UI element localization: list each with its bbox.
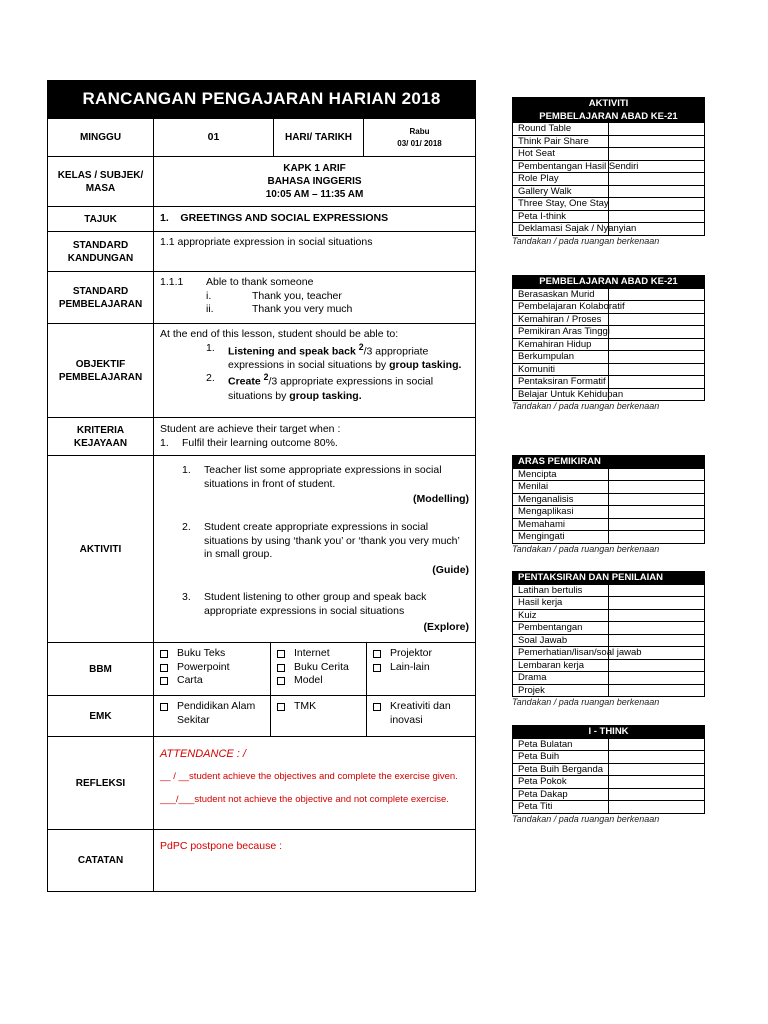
pentaksiran-panel bbox=[512, 571, 705, 708]
page-title: RANCANGAN PENGAJARAN HARIAN 2018 bbox=[48, 81, 476, 119]
op-item-frac: 2 bbox=[358, 341, 364, 352]
aktiviti-tag: (Guide) bbox=[432, 563, 470, 576]
lesson-plan-table bbox=[47, 80, 476, 892]
op-item-text: /3 appropriate expressions in social situations by bbox=[228, 375, 434, 402]
aktiviti-item bbox=[182, 464, 469, 491]
sp-item-text: Thank you, teacher bbox=[252, 289, 342, 302]
op-item bbox=[206, 342, 469, 373]
tick-box[interactable] bbox=[609, 123, 705, 136]
kk-item-num: 1. bbox=[160, 436, 169, 449]
checklist-item: Mengingati bbox=[513, 531, 609, 544]
op-item-bold2: group tasking. bbox=[389, 358, 462, 371]
sp-item-num: i. bbox=[206, 289, 212, 302]
tick-box[interactable] bbox=[609, 622, 705, 635]
tick-box[interactable] bbox=[609, 738, 705, 751]
tick-box[interactable] bbox=[609, 326, 705, 339]
checklist-item: Pemikiran Aras Tinggi bbox=[513, 326, 609, 339]
aktiviti-row bbox=[48, 456, 476, 643]
aktiviti-abad-panel bbox=[512, 97, 705, 247]
sp-label: STANDARD PEMBELAJARAN bbox=[48, 272, 154, 324]
sp-value bbox=[154, 272, 476, 324]
ithink-panel bbox=[512, 725, 705, 825]
aktiviti-tag: (Explore) bbox=[423, 620, 470, 633]
checklist-item: Projek bbox=[513, 684, 609, 697]
catatan-row bbox=[48, 830, 476, 892]
emk-col bbox=[366, 696, 475, 736]
checklist-item: Peta I-think bbox=[513, 210, 609, 223]
tick-box[interactable] bbox=[609, 801, 705, 814]
kk-intro: Student are achieve their target when : bbox=[160, 422, 341, 435]
emk-row bbox=[48, 696, 476, 737]
checklist-item: Latihan bertulis bbox=[513, 584, 609, 597]
bbm-col bbox=[154, 643, 270, 695]
panel-header: AKTIVITI bbox=[513, 98, 705, 111]
op-item-bold2: group tasking. bbox=[289, 389, 362, 402]
op-item-num: 2. bbox=[206, 372, 215, 385]
tick-box[interactable] bbox=[609, 148, 705, 161]
op-intro: At the end of this lesson, student should be able to: bbox=[160, 328, 399, 340]
op-label: OBJEKTIF PEMBELAJARAN bbox=[48, 324, 154, 418]
checklist-item: Hasil kerja bbox=[513, 597, 609, 610]
panel-header: PEMBELAJARAN ABAD KE-21 bbox=[513, 276, 705, 289]
refleksi-value bbox=[154, 737, 476, 830]
checklist-item: Belajar Untuk Kehidupan bbox=[513, 388, 609, 401]
panel-header: ARAS PEMIKIRAN bbox=[513, 456, 705, 469]
op-item-num: 1. bbox=[206, 341, 215, 354]
tajuk-label: TAJUK bbox=[48, 207, 154, 232]
kelas-row bbox=[48, 157, 476, 207]
tick-box[interactable] bbox=[609, 173, 705, 186]
minggu-label: MINGGU bbox=[48, 119, 154, 157]
tick-box[interactable] bbox=[609, 672, 705, 685]
kelas-line: 10:05 AM – 11:35 AM bbox=[265, 189, 364, 200]
refleksi-line: ___/___student not achieve the objective and not complete exercise. bbox=[160, 793, 449, 805]
tajuk-row bbox=[48, 207, 476, 232]
kelas-value bbox=[154, 157, 476, 207]
aktiviti-item bbox=[182, 591, 469, 618]
refleksi-label: REFLEKSI bbox=[48, 737, 154, 830]
emk-label: EMK bbox=[48, 696, 154, 737]
tick-box[interactable] bbox=[609, 506, 705, 519]
checklist-item: Pembentangan Hasil Sendiri bbox=[513, 160, 609, 173]
checkbox[interactable] bbox=[277, 650, 285, 658]
panel-note: Tandakan / pada ruangan berkenaan bbox=[512, 697, 660, 707]
hari-value: Rabu bbox=[409, 126, 430, 136]
tick-box[interactable] bbox=[609, 351, 705, 364]
checklist-item: Peta Dakap bbox=[513, 788, 609, 801]
tick-box[interactable] bbox=[609, 751, 705, 764]
tick-box[interactable] bbox=[609, 481, 705, 494]
checkbox[interactable] bbox=[277, 703, 285, 711]
pembelajaran-abad-panel bbox=[512, 275, 705, 412]
catatan-label: CATATAN bbox=[48, 830, 154, 892]
op-item-text: /3 appropriate expressions in social situations by bbox=[228, 345, 429, 371]
tick-box[interactable] bbox=[609, 185, 705, 198]
checklist-item: Mencipta bbox=[513, 468, 609, 481]
bbm-row bbox=[48, 643, 476, 696]
panel-note: Tandakan / pada ruangan berkenaan bbox=[512, 543, 660, 554]
checklist-item: Berasaskan Murid bbox=[513, 288, 609, 301]
checklist-item: Peta Bulatan bbox=[513, 738, 609, 751]
emk-col bbox=[154, 696, 270, 736]
checklist-item: Hot Seat bbox=[513, 148, 609, 161]
sk-row bbox=[48, 232, 476, 272]
op-item-frac: 2 bbox=[263, 372, 269, 383]
bbm-label: BBM bbox=[48, 643, 154, 696]
checklist-item: Kemahiran Hidup bbox=[513, 338, 609, 351]
bbm-col bbox=[270, 643, 366, 695]
minggu-row bbox=[48, 119, 476, 157]
checklist-item: Kemahiran / Proses bbox=[513, 313, 609, 326]
tick-box[interactable] bbox=[609, 518, 705, 531]
tick-box[interactable] bbox=[609, 135, 705, 148]
checkbox[interactable] bbox=[373, 650, 381, 658]
checkbox[interactable] bbox=[160, 650, 168, 658]
checklist-item: Think Pair Share bbox=[513, 135, 609, 148]
checkbox[interactable] bbox=[160, 664, 168, 672]
checklist-item: Memahami bbox=[513, 518, 609, 531]
checklist-item: Pemerhatian/lisan/soal jawab bbox=[513, 647, 609, 660]
kk-item: Fulfil their learning outcome 80%. bbox=[182, 436, 338, 449]
panel-note: Tandakan / pada ruangan berkenaan bbox=[512, 401, 660, 411]
checklist-item: Pentaksiran Formatif bbox=[513, 376, 609, 389]
emk-option: Pendidikan Alam Sekitar bbox=[177, 700, 256, 726]
checklist-item: Lembaran kerja bbox=[513, 659, 609, 672]
panel-note: Tandakan / pada ruangan berkenaan bbox=[512, 235, 660, 246]
aktiviti-label: AKTIVITI bbox=[48, 456, 154, 643]
checklist-item: Menilai bbox=[513, 481, 609, 494]
checkbox[interactable] bbox=[277, 664, 285, 672]
tick-box[interactable] bbox=[609, 609, 705, 622]
tick-box[interactable] bbox=[609, 468, 705, 481]
checklist-item: Three Stay, One Stay bbox=[513, 198, 609, 211]
tick-box[interactable] bbox=[609, 684, 705, 697]
bbm-option: Lain-lain bbox=[390, 660, 430, 673]
checkbox[interactable] bbox=[277, 677, 285, 685]
checklist-item: Mengaplikasi bbox=[513, 506, 609, 519]
checkbox[interactable] bbox=[160, 703, 168, 711]
bbm-option: Buku Teks bbox=[177, 647, 226, 659]
emk-col bbox=[270, 696, 366, 736]
aras-pemikiran-panel bbox=[512, 455, 705, 555]
checklist-item: Berkumpulan bbox=[513, 351, 609, 364]
aktiviti-num: 1. bbox=[182, 464, 191, 476]
refleksi-line: __ / __student achieve the objectives and complete the exercise given. bbox=[160, 771, 458, 783]
aktiviti-num: 2. bbox=[182, 520, 191, 533]
aktiviti-value bbox=[154, 456, 476, 643]
aktiviti-item bbox=[182, 521, 469, 562]
panel-header: PENTAKSIRAN DAN PENILAIAN bbox=[513, 572, 705, 585]
bbm-option: Buku Cerita bbox=[294, 660, 349, 673]
tarikh-value: 03/ 01/ 2018 bbox=[397, 138, 442, 148]
checklist-item: Peta Buih Berganda bbox=[513, 763, 609, 776]
kk-label: KRITERIA KEJAYAAN bbox=[48, 418, 154, 456]
bbm-option: Powerpoint bbox=[177, 660, 230, 673]
hari-label: HARI/ TARIKH bbox=[274, 119, 364, 157]
tick-box[interactable] bbox=[609, 338, 705, 351]
bbm-option: Carta bbox=[177, 674, 203, 687]
checklist-item: Peta Titi bbox=[513, 801, 609, 814]
checklist-item: Peta Pokok bbox=[513, 776, 609, 789]
sp-item-text: Thank you very much bbox=[252, 303, 353, 316]
tick-box[interactable] bbox=[609, 363, 705, 376]
kk-row bbox=[48, 418, 476, 456]
sp-row bbox=[48, 272, 476, 324]
tajuk-value: 1. GREETINGS AND SOCIAL EXPRESSIONS bbox=[154, 207, 476, 232]
emk-option: Kreativiti dan inovasi bbox=[390, 700, 451, 726]
checklist-item: Soal Jawab bbox=[513, 634, 609, 647]
tick-box[interactable] bbox=[609, 597, 705, 610]
bbm-value bbox=[154, 643, 476, 696]
op-value bbox=[154, 324, 476, 418]
bbm-col bbox=[366, 643, 475, 695]
aktiviti-text: Student create appropriate expressions in social situations by using ‘thank you’ or ‘thank you very much’ in small group. bbox=[204, 520, 460, 561]
checklist-item: Drama bbox=[513, 672, 609, 685]
aktiviti-text: Teacher list some appropriate expressions in social situations in front of student. bbox=[204, 464, 442, 490]
panel-header: PEMBELAJARAN ABAD KE-21 bbox=[513, 110, 705, 123]
kelas-label: KELAS / SUBJEK/ MASA bbox=[48, 157, 154, 207]
minggu-value: 01 bbox=[154, 119, 274, 157]
op-item bbox=[206, 372, 469, 403]
sk-value: 1.1 appropriate expression in social situations bbox=[154, 232, 476, 272]
checklist-item: Pembentangan bbox=[513, 622, 609, 635]
aktiviti-text: Student listening to other group and speak back appropriate expressions in social situations bbox=[204, 591, 427, 618]
tick-box[interactable] bbox=[609, 376, 705, 389]
tick-box[interactable] bbox=[609, 584, 705, 597]
checkbox[interactable] bbox=[373, 703, 381, 711]
tick-box[interactable] bbox=[609, 788, 705, 801]
op-item-bold: Create bbox=[228, 375, 264, 388]
checklist-item: Pembelajaran Kolaboratif bbox=[513, 301, 609, 314]
sk-label: STANDARD KANDUNGAN bbox=[48, 232, 154, 272]
tick-box[interactable] bbox=[609, 634, 705, 647]
tick-box[interactable] bbox=[609, 776, 705, 789]
checklist-item: Menganalisis bbox=[513, 493, 609, 506]
tick-box[interactable] bbox=[609, 313, 705, 326]
checklist-item: Round Table bbox=[513, 123, 609, 136]
op-row bbox=[48, 324, 476, 418]
sp-text: Able to thank someone bbox=[206, 276, 314, 288]
kelas-line: BAHASA INGGERIS bbox=[267, 176, 362, 187]
checklist-item: Gallery Walk bbox=[513, 185, 609, 198]
bbm-option: Projektor bbox=[390, 647, 433, 659]
checkbox[interactable] bbox=[373, 664, 381, 672]
panel-header: I - THINK bbox=[513, 726, 705, 739]
tick-box[interactable] bbox=[609, 288, 705, 301]
kk-value bbox=[154, 418, 476, 456]
tick-box[interactable] bbox=[609, 531, 705, 544]
tick-box[interactable] bbox=[609, 210, 705, 223]
hari-tarikh-cell bbox=[364, 119, 476, 157]
sp-item-num: ii. bbox=[206, 303, 214, 316]
checklist-item: Peta Buih bbox=[513, 751, 609, 764]
bbm-option: Model bbox=[294, 674, 323, 687]
emk-value bbox=[154, 696, 476, 737]
sp-num: 1.1.1 bbox=[160, 276, 184, 288]
refleksi-attendance: ATTENDANCE : / bbox=[160, 748, 246, 760]
tick-box[interactable] bbox=[609, 198, 705, 211]
checklist-item: Kuiz bbox=[513, 609, 609, 622]
op-item-bold: Listening and speak back bbox=[228, 345, 359, 358]
emk-option: TMK bbox=[294, 700, 317, 712]
tick-box[interactable] bbox=[609, 659, 705, 672]
checkbox[interactable] bbox=[160, 677, 168, 685]
checklist-item: Komuniti bbox=[513, 363, 609, 376]
aktiviti-num: 3. bbox=[182, 591, 191, 604]
bbm-option: Internet bbox=[294, 647, 330, 659]
refleksi-row bbox=[48, 737, 476, 830]
title-row bbox=[48, 81, 476, 119]
kelas-line: KAPK 1 ARIF bbox=[283, 163, 346, 174]
checklist-item: Role Play bbox=[513, 173, 609, 186]
panel-note: Tandakan / pada ruangan berkenaan bbox=[512, 813, 660, 824]
checklist-item: Deklamasi Sajak / Nyanyian bbox=[513, 223, 609, 236]
aktiviti-tag: (Modelling) bbox=[413, 493, 470, 506]
tick-box[interactable] bbox=[609, 763, 705, 776]
tick-box[interactable] bbox=[609, 493, 705, 506]
catatan-value: PdPC postpone because : bbox=[154, 830, 476, 892]
